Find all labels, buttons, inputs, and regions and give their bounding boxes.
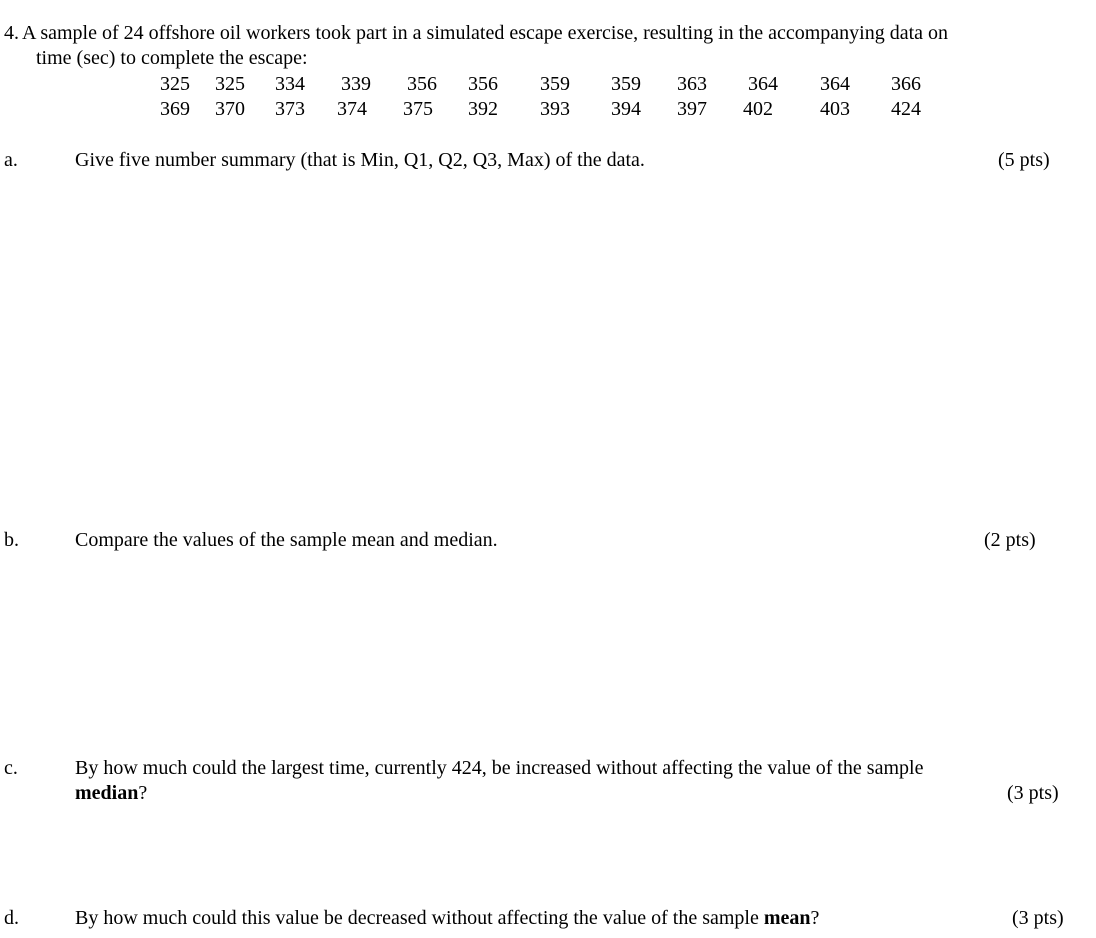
part-b-text: Compare the values of the sample mean and median. [75,529,498,551]
data-value: 359 [540,73,570,95]
data-value: 325 [160,73,190,95]
data-value: 424 [891,98,921,120]
part-a-label: a. [4,149,18,171]
part-c-text-line1: By how much could the largest time, currently 424, be increased without affecting the value of the sample [75,757,924,779]
data-value: 356 [407,73,437,95]
data-value: 394 [611,98,641,120]
data-value: 334 [275,73,305,95]
data-value: 356 [468,73,498,95]
data-value: 359 [611,73,641,95]
data-value: 403 [820,98,850,120]
part-d-label: d. [4,907,19,929]
question-number: 4. [4,22,19,44]
part-d-question-mark: ? [810,907,820,929]
data-value: 369 [160,98,190,120]
question-intro-line1: A sample of 24 offshore oil workers took part in a simulated escape exercise, resulting in the accompanying data on [22,22,949,44]
part-d-points: (3 pts) [1012,907,1064,929]
data-value: 339 [341,73,371,95]
part-a-text: Give five number summary (that is Min, Q1, Q2, Q3, Max) of the data. [75,149,645,171]
data-value: 364 [748,73,778,95]
part-a-points: (5 pts) [998,149,1050,171]
part-d-text [75,906,819,930]
part-b-label: b. [4,529,19,551]
data-value: 375 [403,98,433,120]
part-c-text-line2 [75,781,147,805]
part-d-text-main: By how much could this value be decreased without affecting the value of the sample [75,907,764,929]
part-c-points: (3 pts) [1007,782,1059,804]
data-value: 370 [215,98,245,120]
part-d-bold-mean: mean [763,907,811,929]
data-value: 374 [337,98,367,120]
data-value: 393 [540,98,570,120]
data-value: 392 [468,98,498,120]
question-intro-line2: time (sec) to complete the escape: [36,47,308,69]
data-value: 402 [743,98,773,120]
data-value: 373 [275,98,305,120]
part-c-label: c. [4,757,18,779]
data-value: 397 [677,98,707,120]
data-value: 363 [677,73,707,95]
part-c-bold-median: median [75,782,139,804]
data-value: 366 [891,73,921,95]
data-value: 325 [215,73,245,95]
part-b-points: (2 pts) [984,529,1036,551]
part-c-question-mark: ? [138,782,148,804]
data-value: 364 [820,73,850,95]
